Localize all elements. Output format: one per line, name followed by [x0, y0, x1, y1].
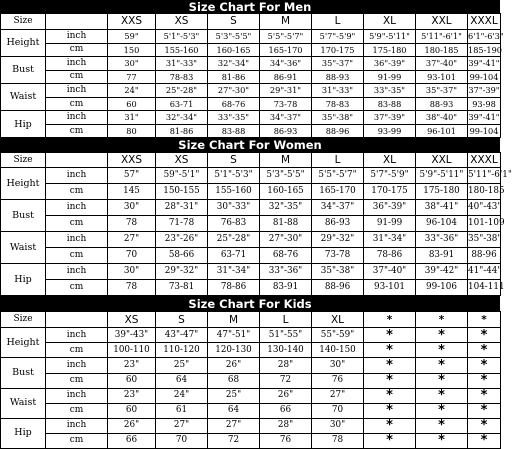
size-value-cell: * — [364, 328, 416, 343]
table-row — [1, 43, 501, 57]
size-value-cell: 61 — [156, 403, 208, 418]
size-value-cell: 23" — [108, 388, 156, 403]
size-value-cell: 86-93 — [260, 124, 312, 138]
measurement-label: Waist — [1, 232, 46, 264]
size-value-cell: * — [364, 403, 416, 418]
size-value-cell: 24" — [108, 84, 156, 98]
size-value-cell: 99-106 — [416, 280, 468, 296]
table-row — [1, 418, 501, 433]
size-value-cell: 68-76 — [260, 248, 312, 264]
size-value-cell: 5'3"-5'5" — [208, 30, 260, 44]
size-value-cell: 60 — [108, 373, 156, 388]
size-value-cell: 180-185 — [468, 184, 501, 200]
size-value-cell: 93-98 — [468, 97, 501, 111]
size-value-cell: 36"-39" — [364, 200, 416, 216]
size-value-cell: 91-99 — [364, 216, 416, 232]
kids-size-table — [0, 311, 501, 448]
size-value-cell: 35"-38" — [312, 264, 364, 280]
unit-label: inch — [46, 30, 108, 44]
size-value-cell: 30" — [312, 418, 364, 433]
size-value-cell: 150 — [108, 43, 156, 57]
table-row — [1, 200, 501, 216]
size-value-cell: * — [468, 358, 501, 373]
size-value-cell: 83-91 — [260, 280, 312, 296]
kids-header-row — [1, 312, 501, 328]
size-value-cell: 140-150 — [312, 343, 364, 358]
size-header-cell: XS — [156, 14, 208, 30]
table-row — [1, 388, 501, 403]
size-value-cell: 33"-36" — [416, 232, 468, 248]
size-value-cell: * — [416, 358, 468, 373]
size-value-cell: 68 — [208, 373, 260, 388]
unit-label: cm — [46, 373, 108, 388]
size-value-cell: 32"-34" — [156, 111, 208, 125]
measurement-label: Bust — [1, 57, 46, 84]
size-value-cell: 78-83 — [312, 97, 364, 111]
size-value-cell: 99-104 — [468, 70, 501, 84]
size-header-cell: S — [156, 312, 208, 328]
table-row — [1, 280, 501, 296]
size-value-cell: 64 — [156, 373, 208, 388]
size-value-cell: 37"-40" — [416, 57, 468, 71]
size-value-cell: 28" — [260, 358, 312, 373]
size-value-cell: 93-101 — [364, 280, 416, 296]
size-value-cell: 110-120 — [156, 343, 208, 358]
size-value-cell: 78-86 — [364, 248, 416, 264]
size-value-cell: * — [364, 388, 416, 403]
size-value-cell: 34"-37" — [260, 111, 312, 125]
men-section-title: Size Chart For Men — [0, 0, 500, 13]
table-row — [1, 433, 501, 448]
size-value-cell: 39"-42" — [416, 264, 468, 280]
size-value-cell: 33"-36" — [260, 264, 312, 280]
size-value-cell: 34"-36" — [260, 57, 312, 71]
size-value-cell: 78-83 — [156, 70, 208, 84]
size-value-cell: 5'11"-6'1" — [416, 30, 468, 44]
size-value-cell: 5'9"-5'11" — [416, 168, 468, 184]
unit-label: cm — [46, 70, 108, 84]
size-value-cell: 180-185 — [416, 43, 468, 57]
unit-label: inch — [46, 168, 108, 184]
size-value-cell: 99-104 — [468, 124, 501, 138]
size-header-cell: L — [312, 14, 364, 30]
size-value-cell: 5'7"-5'9" — [312, 30, 364, 44]
measurement-label: Waist — [1, 84, 46, 111]
size-value-cell: 160-165 — [260, 184, 312, 200]
unit-label: inch — [46, 328, 108, 343]
size-header-cell: XXS — [108, 14, 156, 30]
size-header-cell: XXL — [416, 153, 468, 168]
size-value-cell: 76 — [260, 433, 312, 448]
size-value-cell: 68-76 — [208, 97, 260, 111]
size-value-cell: 60 — [108, 97, 156, 111]
size-value-cell: 59" — [108, 30, 156, 44]
size-value-cell: 73-81 — [156, 280, 208, 296]
size-value-cell: 86-93 — [312, 216, 364, 232]
size-value-cell: 5'1"-5'3" — [156, 30, 208, 44]
size-value-cell: 175-180 — [416, 184, 468, 200]
size-value-cell: 88-96 — [468, 248, 501, 264]
table-row — [1, 248, 501, 264]
unit-label: inch — [46, 200, 108, 216]
table-row — [1, 373, 501, 388]
size-header-cell: XXS — [108, 153, 156, 168]
size-value-cell: 41"-44" — [468, 264, 501, 280]
size-value-cell: 170-175 — [364, 184, 416, 200]
size-column-label: Size — [1, 14, 46, 30]
size-value-cell: 27" — [156, 418, 208, 433]
unit-label: inch — [46, 57, 108, 71]
unit-label: cm — [46, 43, 108, 57]
measurement-label: Bust — [1, 358, 46, 388]
size-value-cell: 76-83 — [208, 216, 260, 232]
size-value-cell: * — [364, 418, 416, 433]
measurement-label: Height — [1, 30, 46, 57]
size-value-cell: 145 — [108, 184, 156, 200]
size-value-cell: 30" — [108, 57, 156, 71]
size-value-cell: 31"-34" — [364, 232, 416, 248]
size-value-cell: 43"-47" — [156, 328, 208, 343]
men-header-row — [1, 14, 501, 30]
size-value-cell: 29"-31" — [260, 84, 312, 98]
size-value-cell: * — [364, 373, 416, 388]
measurement-label: Hip — [1, 418, 46, 448]
size-value-cell: * — [416, 373, 468, 388]
size-value-cell: 160-165 — [208, 43, 260, 57]
size-column-label: Size — [1, 153, 46, 168]
unit-label: cm — [46, 124, 108, 138]
size-header-cell: * — [364, 312, 416, 328]
size-value-cell: 36"-39" — [364, 57, 416, 71]
unit-label: inch — [46, 111, 108, 125]
size-value-cell: 88-93 — [416, 97, 468, 111]
unit-label: cm — [46, 403, 108, 418]
size-value-cell: * — [364, 433, 416, 448]
size-value-cell: 35"-37" — [416, 84, 468, 98]
size-value-cell: 66 — [260, 403, 312, 418]
size-value-cell: 31" — [108, 111, 156, 125]
size-value-cell: 37"-39" — [364, 111, 416, 125]
size-value-cell: * — [468, 418, 501, 433]
size-value-cell: 185-190 — [468, 44, 503, 55]
size-value-cell: * — [468, 388, 501, 403]
size-header-cell: L — [312, 153, 364, 168]
size-value-cell: 91-99 — [364, 70, 416, 84]
table-row — [1, 184, 501, 200]
size-header-cell: XXXL — [468, 153, 501, 168]
unit-label: inch — [46, 358, 108, 373]
size-header-cell: XXL — [416, 14, 468, 30]
size-value-cell: 30"-33" — [208, 200, 260, 216]
table-row — [1, 403, 501, 418]
size-value-cell: 32"-34" — [208, 57, 260, 71]
size-value-cell: 165-170 — [312, 184, 364, 200]
size-value-cell: 165-170 — [260, 43, 312, 57]
size-header-cell: L — [260, 312, 312, 328]
size-value-cell: 30" — [108, 200, 156, 216]
size-value-cell: 59"-5'1" — [156, 168, 208, 184]
unit-label: cm — [46, 433, 108, 448]
size-value-cell: 55"-59" — [312, 328, 364, 343]
size-value-cell: 88-93 — [312, 70, 364, 84]
table-row — [1, 57, 501, 71]
measurement-label: Bust — [1, 200, 46, 232]
size-value-cell: * — [416, 343, 468, 358]
table-row — [1, 97, 501, 111]
size-header-cell: S — [208, 14, 260, 30]
size-value-cell: 80 — [108, 124, 156, 138]
size-value-cell: * — [416, 418, 468, 433]
size-value-cell: 5'1"-5'3" — [208, 168, 260, 184]
size-value-cell: 26" — [208, 358, 260, 373]
unit-label: cm — [46, 248, 108, 264]
size-value-cell: 28" — [260, 418, 312, 433]
size-value-cell: 33"-35" — [364, 84, 416, 98]
size-value-cell: 5'5"-5'7" — [312, 168, 364, 184]
unit-label: inch — [46, 264, 108, 280]
size-value-cell: * — [416, 328, 468, 343]
unit-label: cm — [46, 216, 108, 232]
size-value-cell: 37"-39" — [468, 85, 500, 96]
unit-column-header — [46, 153, 108, 168]
size-value-cell: 155-160 — [208, 184, 260, 200]
unit-label: cm — [46, 184, 108, 200]
size-value-cell: 27" — [108, 232, 156, 248]
size-value-cell: * — [416, 433, 468, 448]
measurement-label: Height — [1, 168, 46, 200]
unit-column-header — [46, 312, 108, 328]
size-value-cell: 73-78 — [312, 248, 364, 264]
table-row — [1, 111, 501, 125]
size-value-cell: 31"-34" — [208, 264, 260, 280]
size-value-cell: 101-109 — [468, 216, 501, 232]
kids-section-title: Size Chart For Kids — [0, 296, 500, 311]
table-row — [1, 84, 501, 98]
size-value-cell: 120-130 — [208, 343, 260, 358]
size-header-cell: M — [260, 153, 312, 168]
size-value-cell: 72 — [208, 433, 260, 448]
size-header-cell: XXXL — [468, 14, 501, 30]
unit-label: cm — [46, 280, 108, 296]
size-value-cell: 39"-43" — [108, 328, 156, 343]
size-value-cell: * — [468, 403, 501, 418]
table-row — [1, 124, 501, 138]
size-value-cell: 25" — [156, 358, 208, 373]
size-value-cell: 150-155 — [156, 184, 208, 200]
size-header-cell: XL — [364, 14, 416, 30]
size-value-cell: 78 — [108, 280, 156, 296]
size-value-cell: 28"-31" — [156, 200, 208, 216]
table-row — [1, 328, 501, 343]
size-value-cell: 25"-28" — [156, 84, 208, 98]
size-value-cell: 73-78 — [260, 97, 312, 111]
size-value-cell: 39"-41" — [468, 58, 500, 69]
size-value-cell: 23" — [108, 358, 156, 373]
size-value-cell: 88-96 — [312, 280, 364, 296]
size-value-cell: 35"-37" — [312, 57, 364, 71]
size-value-cell: 6'1"-6'3" — [468, 31, 504, 42]
size-value-cell: 39"-41" — [468, 112, 500, 123]
men-size-table — [0, 13, 504, 138]
table-row — [1, 264, 501, 280]
size-value-cell: 71-78 — [156, 216, 208, 232]
size-value-cell: 96-101 — [416, 124, 468, 138]
size-value-cell: * — [468, 328, 501, 343]
size-header-cell: XS — [156, 153, 208, 168]
size-value-cell: 77 — [108, 70, 156, 84]
size-value-cell: * — [468, 433, 501, 448]
size-value-cell: 64 — [208, 403, 260, 418]
unit-label: inch — [46, 388, 108, 403]
size-value-cell: 24" — [156, 388, 208, 403]
size-value-cell: 66 — [108, 433, 156, 448]
table-row — [1, 216, 501, 232]
size-value-cell: 26" — [108, 418, 156, 433]
size-value-cell: 130-140 — [260, 343, 312, 358]
size-value-cell: 30" — [108, 264, 156, 280]
measurement-label: Hip — [1, 111, 46, 138]
unit-column-header — [46, 14, 108, 30]
size-value-cell: 72 — [260, 373, 312, 388]
size-value-cell: 51"-55" — [260, 328, 312, 343]
size-value-cell: * — [468, 373, 501, 388]
size-header-cell: M — [260, 14, 312, 30]
measurement-label: Height — [1, 328, 46, 358]
size-header-cell: M — [208, 312, 260, 328]
size-value-cell: 57" — [108, 168, 156, 184]
unit-label: inch — [46, 418, 108, 433]
unit-label: cm — [46, 343, 108, 358]
unit-label: inch — [46, 84, 108, 98]
table-row — [1, 168, 501, 184]
women-size-table — [0, 152, 512, 296]
size-value-cell: 78 — [312, 433, 364, 448]
unit-label: cm — [46, 97, 108, 111]
size-header-cell: XS — [108, 312, 156, 328]
size-value-cell: 35"-38" — [312, 111, 364, 125]
size-value-cell: 88-96 — [312, 124, 364, 138]
size-value-cell: 37"-40" — [364, 264, 416, 280]
size-value-cell: 26" — [260, 388, 312, 403]
size-value-cell: 35"-38" — [468, 232, 501, 248]
table-row — [1, 70, 501, 84]
size-value-cell: 40"-43" — [468, 200, 501, 216]
size-value-cell: 5'7"-5'9" — [364, 168, 416, 184]
size-value-cell: 38"-41" — [416, 200, 468, 216]
size-value-cell: 81-88 — [260, 216, 312, 232]
measurement-label: Hip — [1, 264, 46, 296]
size-value-cell: 78 — [108, 216, 156, 232]
size-value-cell: 25" — [208, 388, 260, 403]
women-header-row — [1, 153, 501, 168]
size-value-cell: 27" — [208, 418, 260, 433]
size-header-cell: XL — [364, 153, 416, 168]
size-value-cell: 70 — [108, 248, 156, 264]
size-value-cell: 86-91 — [260, 70, 312, 84]
size-value-cell: 38"-40" — [416, 111, 468, 125]
size-value-cell: 27"-30" — [208, 84, 260, 98]
size-value-cell: 31"-33" — [156, 57, 208, 71]
size-value-cell: 175-180 — [364, 43, 416, 57]
size-value-cell: 27" — [312, 388, 364, 403]
unit-label: inch — [46, 232, 108, 248]
table-row — [1, 30, 501, 44]
size-value-cell: 29"-32" — [312, 232, 364, 248]
size-value-cell: 81-86 — [156, 124, 208, 138]
size-header-cell: * — [468, 312, 501, 328]
size-value-cell: 23"-26" — [156, 232, 208, 248]
size-value-cell: 155-160 — [156, 43, 208, 57]
size-value-cell: 93-99 — [364, 124, 416, 138]
size-value-cell: * — [364, 358, 416, 373]
measurement-label: Waist — [1, 388, 46, 418]
size-header-cell: * — [416, 312, 468, 328]
size-value-cell: 5'9"-5'11" — [364, 30, 416, 44]
size-value-cell: 27"-30" — [260, 232, 312, 248]
table-row — [1, 358, 501, 373]
size-value-cell: 31"-33" — [312, 84, 364, 98]
table-row — [1, 343, 501, 358]
size-value-cell: 63-71 — [156, 97, 208, 111]
size-value-cell: 83-91 — [416, 248, 468, 264]
size-value-cell: * — [416, 388, 468, 403]
size-value-cell: 25"-28" — [208, 232, 260, 248]
size-value-cell: 34"-37" — [312, 200, 364, 216]
size-value-cell: 70 — [312, 403, 364, 418]
size-column-label: Size — [1, 312, 46, 328]
size-header-cell: S — [208, 153, 260, 168]
size-value-cell: 81-86 — [208, 70, 260, 84]
size-value-cell: 70 — [156, 433, 208, 448]
size-value-cell: 93-101 — [416, 70, 468, 84]
size-value-cell: 33"-35" — [208, 111, 260, 125]
size-value-cell: 96-104 — [416, 216, 468, 232]
size-value-cell: 30" — [312, 358, 364, 373]
size-value-cell: 100-110 — [108, 343, 156, 358]
size-value-cell: 63-71 — [208, 248, 260, 264]
size-value-cell: 104-111 — [468, 280, 501, 296]
size-value-cell: 76 — [312, 373, 364, 388]
size-value-cell: 5'11"-6'1" — [468, 168, 501, 184]
size-value-cell: * — [468, 343, 501, 358]
size-value-cell: 47"-51" — [208, 328, 260, 343]
table-row — [1, 232, 501, 248]
size-value-cell: 32"-35" — [260, 200, 312, 216]
size-value-cell: * — [416, 403, 468, 418]
size-value-cell: 83-88 — [208, 124, 260, 138]
size-value-cell: * — [364, 343, 416, 358]
size-value-cell: 170-175 — [312, 43, 364, 57]
size-value-cell: 78-86 — [208, 280, 260, 296]
women-section-title: Size Chart For Women — [0, 138, 500, 152]
size-value-cell: 58-66 — [156, 248, 208, 264]
size-value-cell: 60 — [108, 403, 156, 418]
size-value-cell: 5'3"-5'5" — [260, 168, 312, 184]
size-header-cell: XL — [312, 312, 364, 328]
size-value-cell: 29"-32" — [156, 264, 208, 280]
size-value-cell: 5'5"-5'7" — [260, 30, 312, 44]
size-value-cell: 83-88 — [364, 97, 416, 111]
